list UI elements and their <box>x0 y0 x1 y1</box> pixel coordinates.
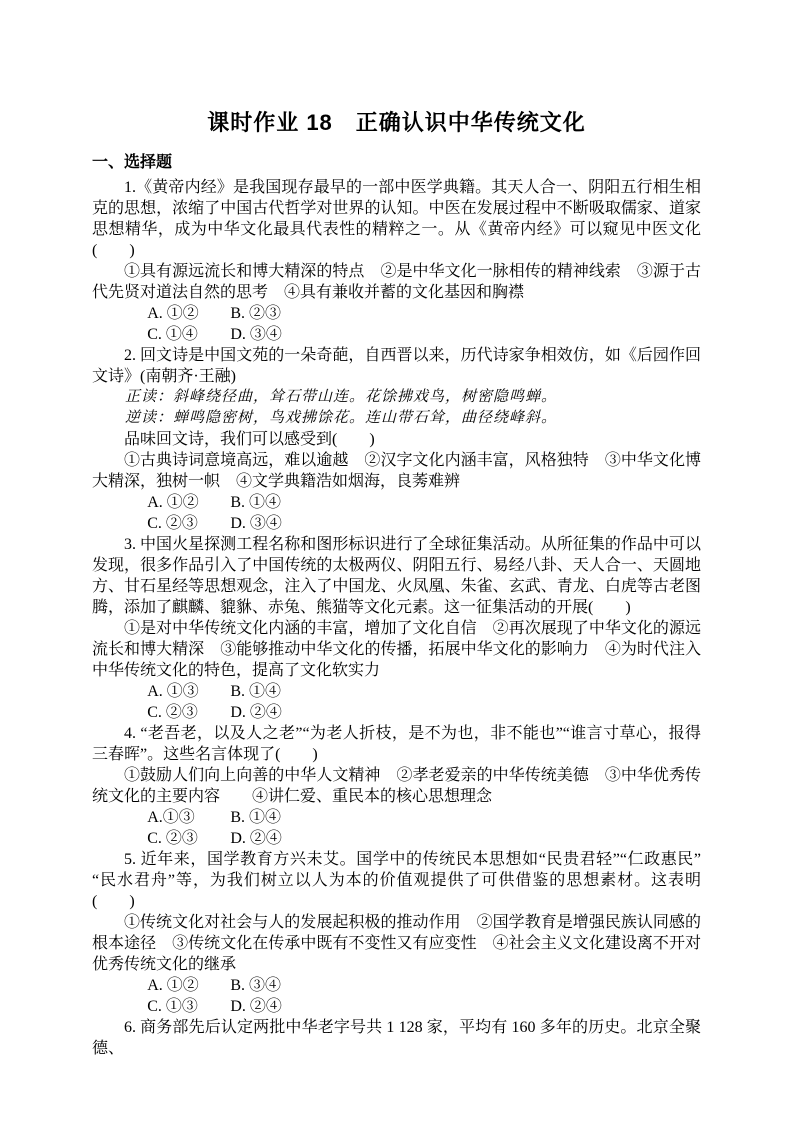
question-1 <box>92 177 701 345</box>
choice-b: B. ①④ <box>230 494 282 511</box>
choice-b: B. ②③ <box>230 305 282 322</box>
choice-d: D. ②④ <box>230 830 282 847</box>
question-stem: 4. “老吾老，以及人之老”“为老人折枝，是不为也，非不能也”“谁言寸草心，报得三春晖”。这些名言体现了( ) <box>92 725 701 763</box>
poem-line-reverse: 逆读：蝉鸣隐密树，鸟戏拂馀花。连山带石耸，曲径绕峰斜。 <box>125 410 558 426</box>
choice-a: A.①③ <box>147 809 195 826</box>
choice-c: C. ②③ <box>147 704 198 721</box>
choice-row <box>92 681 701 702</box>
choice-a: A. ①② <box>147 977 199 994</box>
choice-b: B. ①④ <box>230 683 282 700</box>
choice-d: D. ③④ <box>230 326 282 343</box>
choice-b: B. ③④ <box>230 977 282 994</box>
choice-a: A. ①② <box>147 305 199 322</box>
question-items: ①传统文化对社会与人的发展起积极的推动作用 ②国学教育是增强民族认同感的根本途径 ③传统文化在传承中既有不变性又有应变性 ④社会主义文化建设离不开对优秀传统文化的继承 <box>92 914 701 973</box>
question-2 <box>92 345 701 534</box>
question-5 <box>92 849 701 1017</box>
choice-c: C. ②③ <box>147 830 198 847</box>
question-4 <box>92 723 701 849</box>
question-items: ①古典诗词意境高远，难以逾越 ②汉字文化内涵丰富，风格独特 ③中华文化博大精深，独树一帜 ④文学典籍浩如烟海，良莠难辨 <box>92 452 701 490</box>
choice-row <box>92 996 701 1017</box>
poem-line-forward: 正读：斜峰绕径曲，耸石带山连。花馀拂戏鸟，树密隐鸣蝉。 <box>125 389 558 405</box>
page-title: 课时作业 18 正确认识中华传统文化 <box>207 110 586 135</box>
question-6 <box>92 1017 701 1059</box>
question-stem: 2. 回文诗是中国文苑的一朵奇葩，自西晋以来，历代诗家争相效仿，如《后园作回文诗》(南朝齐·王融) <box>92 347 701 385</box>
question-items: ①具有源远流长和博大精深的特点 ②是中华文化一脉相传的精神线索 ③源于古代先贤对道法自然的思考 ④具有兼收并蓄的文化基因和胸襟 <box>92 263 701 301</box>
question-items: ①是对中华传统文化内涵的丰富，增加了文化自信 ②再次展现了中华文化的源远流长和博大精深 ③能够推动中华文化的传播，拓展中华文化的影响力 ④为时代注入中华传统文化的特色，提高了文化软实力 <box>92 620 701 679</box>
choice-a: A. ①③ <box>147 683 199 700</box>
choice-row <box>92 828 701 849</box>
choice-c: C. ①④ <box>147 326 198 343</box>
question-prompt: 品味回文诗，我们可以感受到( ) <box>124 431 375 448</box>
choice-c: C. ②③ <box>147 515 198 532</box>
question-items: ①鼓励人们向上向善的中华人文精神 ②孝老爱亲的中华传统美德 ③中华优秀传统文化的主要内容 ④讲仁爱、重民本的核心思想理念 <box>92 767 701 805</box>
choice-row <box>92 702 701 723</box>
choice-row <box>92 513 701 534</box>
question-stem: 1.《黄帝内经》是我国现存最早的一部中医学典籍。其天人合一、阴阳五行相生相克的思想，浓缩了中国古代哲学对世界的认知。中医在发展过程中不断吸取儒家、道家思想精华，成为中华文化最具代表性的精粹之一。从《黄帝内经》可以窥见中医文化( ) <box>92 179 701 259</box>
choice-c: C. ①③ <box>147 998 198 1015</box>
choice-row <box>92 303 701 324</box>
question-stem: 6. 商务部先后认定两批中华老字号共 1 128 家，平均有 160 多年的历史。北京全聚德、 <box>92 1019 701 1057</box>
choice-row <box>92 807 701 828</box>
section-heading: 一、选择题 <box>92 154 173 171</box>
choice-row <box>92 975 701 996</box>
question-stem: 3. 中国火星探测工程名称和图形标识进行了全球征集活动。从所征集的作品中可以发现，很多作品引入了中国传统的太极两仪、阴阳五行、易经八卦、天人合一、天圆地方、甘石星经等思想观念，注入了中国龙、火凤凰、朱雀、玄武、青龙、白虎等古老图腾，添加了麒麟、貔貅、赤兔、熊猫等文化元素。这一征集活动的开展( ) <box>92 536 701 616</box>
question-stem: 5. 近年来，国学教育方兴未艾。国学中的传统民本思想如“民贵君轻”“仁政惠民”“民水君舟”等，为我们树立以人为本的价值观提供了可供借鉴的思想素材。这表明( ) <box>92 851 701 910</box>
choice-d: D. ②④ <box>230 998 282 1015</box>
choice-a: A. ①② <box>147 494 199 511</box>
choice-row <box>92 324 701 345</box>
choice-row <box>92 492 701 513</box>
choice-d: D. ②④ <box>230 704 282 721</box>
choice-d: D. ③④ <box>230 515 282 532</box>
choice-b: B. ①④ <box>230 809 282 826</box>
question-3 <box>92 534 701 723</box>
